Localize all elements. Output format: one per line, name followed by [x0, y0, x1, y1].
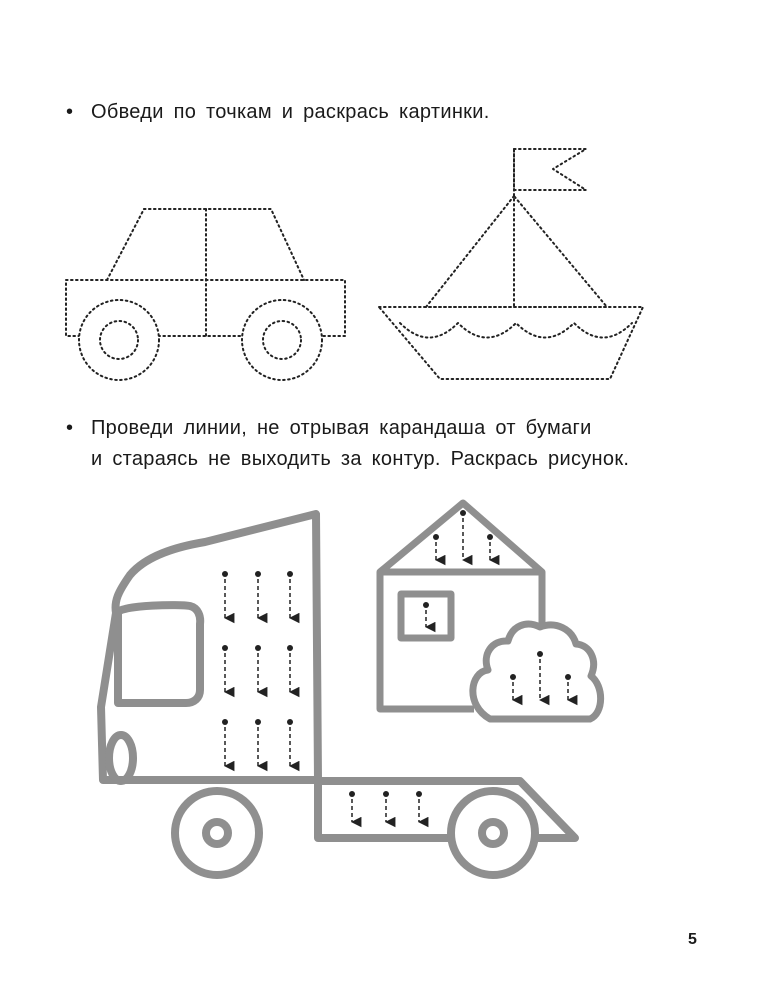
- guide-line: [255, 645, 261, 692]
- guide-line: [487, 534, 493, 560]
- guide-line: [255, 719, 261, 766]
- bullet: •: [66, 417, 74, 439]
- guide-line: [416, 791, 422, 822]
- guide-line: [423, 602, 429, 627]
- car-rear-wheel: [242, 300, 322, 380]
- dotted-car: [66, 209, 345, 380]
- instruction-1-line-1: Обведи по точкам и раскрась картинки.: [91, 101, 490, 123]
- guide-line: [349, 791, 355, 822]
- car-front-wheel: [79, 300, 159, 380]
- page-number: 5: [688, 931, 697, 948]
- guide-line: [222, 571, 228, 618]
- guide-line: [222, 719, 228, 766]
- truck-cab: [101, 514, 318, 780]
- guide-line: [287, 645, 293, 692]
- truck-rear-wheel: [451, 791, 535, 875]
- instruction-2-line-1: Проведи линии, не отрывая карандаша от бумаги: [91, 417, 592, 439]
- bullet: •: [66, 101, 74, 123]
- dotted-sailboat: [379, 149, 643, 379]
- truck-headlight: [109, 735, 133, 781]
- boat-waves: [400, 323, 632, 338]
- boat-flag: [514, 149, 586, 190]
- guide-line: [222, 645, 228, 692]
- guide-line: [255, 571, 261, 618]
- house-window: [401, 594, 451, 638]
- boat-sail: [426, 196, 607, 307]
- truck-window: [118, 605, 200, 703]
- boat-hull: [379, 307, 643, 379]
- guide-line: [287, 571, 293, 618]
- bush-outline: [473, 624, 601, 719]
- instruction-2-line-2: и стараясь не выходить за контур. Раскрась рисунок.: [91, 448, 630, 470]
- truck-front-wheel: [175, 791, 259, 875]
- guide-line: [433, 534, 439, 560]
- guide-line: [287, 719, 293, 766]
- guide-line: [460, 510, 466, 560]
- guide-line: [383, 791, 389, 822]
